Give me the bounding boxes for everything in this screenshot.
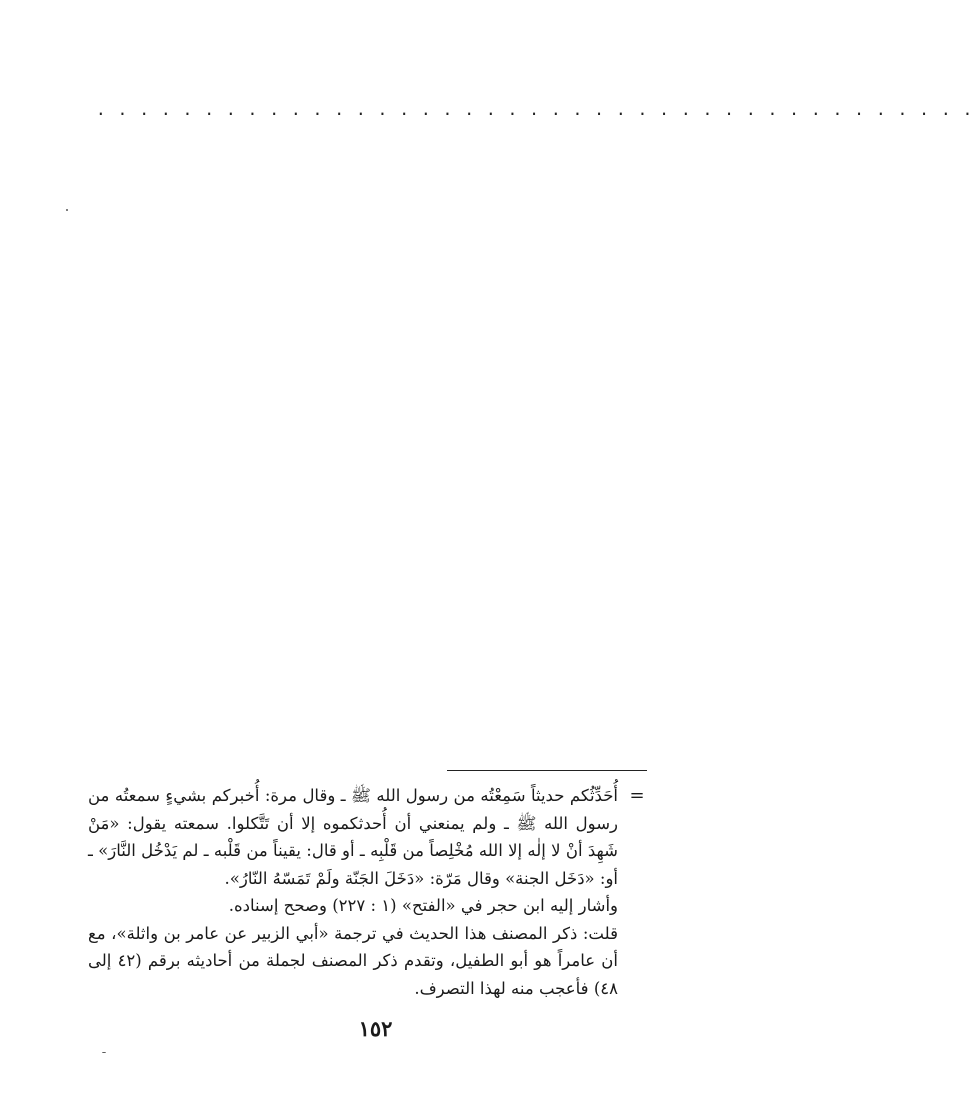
footnote-block (88, 782, 618, 1002)
footnote-paragraph-comment: قلت: ذكر المصنف هذا الحديث في ترجمة «أبي الزبير عن عامر بن واثلة»، مع أن عامراً هو أبو الطفيل، وتقدم ذكر المصنف لجملة من أحاديثه برقم (٤٢ إلى ٤٨) فأعجب منه لهذا التصرف. (88, 923, 619, 998)
footnote-continuation-mark: = (629, 785, 645, 806)
footnote-rule (447, 770, 647, 771)
footnote-paragraph-hadith: أُحَدِّثُكم حديثاً سَمِعْتُه من رسول الله ﷺ ـ وقال مرة: أُخبركم بشيءٍ سمعتُه من رسول الله ﷺ ـ ولم يمنعني أن أُحدثكموه إلا أن تَتَّكلوا. سمعته يقول: «مَنْ شَهِدَ أنْ لا إلٰه إلا الله مُخْلِصاً من قَلْبِه ـ أو قال: يقيناً من قَلْبه ـ لم يَدْخُل النَّارَ» ـ أو: «دَخَل الجنة» وقال مَرّة: «دَخَلَ الجَنّة ولَمْ تَمَسّهُ النّارُ». (88, 786, 618, 888)
stray-mark (102, 1052, 106, 1053)
dotted-separator: . . . . . . . . . . . . . . . . . . . . . . . . . . . . . . . . . . . . . . . . . (96, 100, 973, 119)
footnote-paragraph-reference: وأشار إليه ابن حجر في «الفتح» (١ : ٢٢٧) وصحح إسناده. (228, 896, 618, 915)
stray-mark (66, 209, 68, 211)
page-number: ١٥٢ (358, 1016, 393, 1041)
